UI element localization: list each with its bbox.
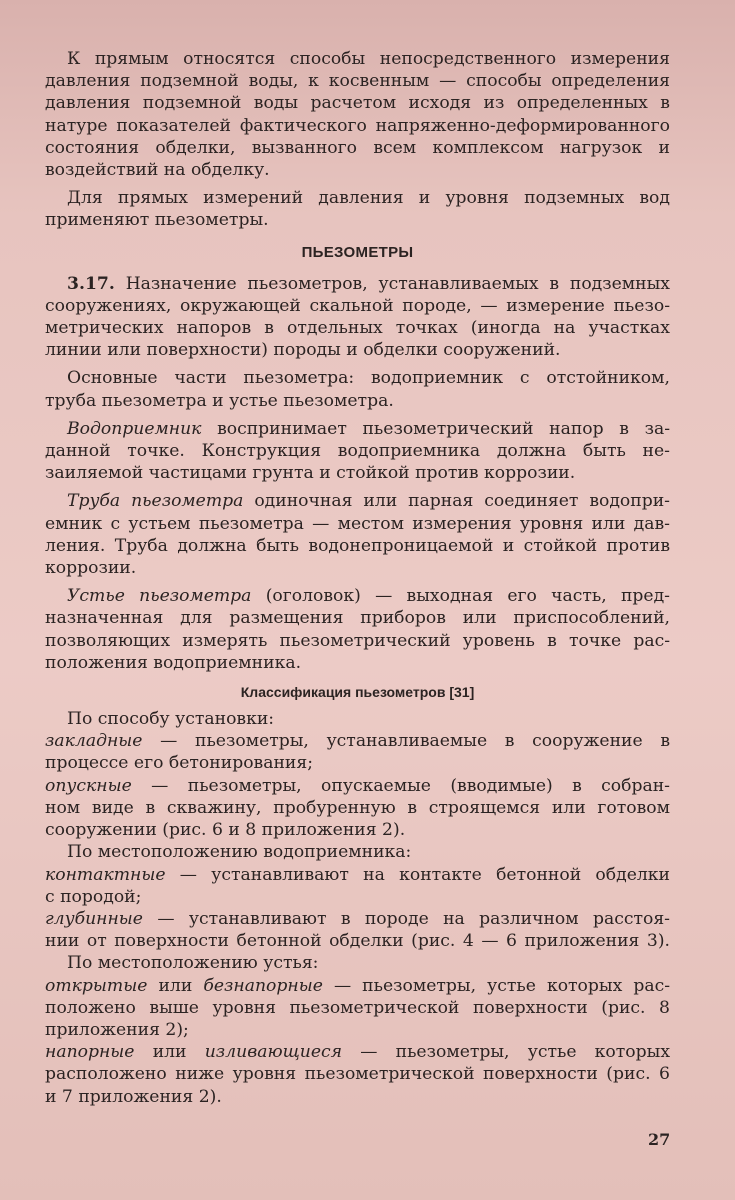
text-line — [45, 273, 670, 295]
text-line — [45, 730, 670, 752]
text-line: назначенная для размещения приборов или приспособлений, — [45, 608, 670, 629]
classification-list — [45, 708, 670, 1108]
text-line: приложения 2); — [45, 1019, 189, 1040]
text-line: линии или поверхности) породы и обделки сооружений. — [45, 340, 561, 361]
line-text: Назначение пьезометров, устанавливаемых в подземных — [125, 273, 671, 294]
line-text: — устанавливают в породе на различном расстоя- — [157, 908, 670, 929]
paragraph-pipe — [45, 490, 670, 579]
term: Устье пьезометра — [67, 586, 252, 607]
text-line: воздействий на обделку. — [45, 160, 270, 181]
text-line: Основные части пьезометра: водоприемник с отстойником, — [67, 368, 670, 389]
text-line — [45, 585, 670, 607]
text-line — [45, 490, 670, 512]
text-line: По местоположению устья: — [67, 953, 319, 974]
paragraph-section-3-17 — [45, 273, 670, 362]
text-line — [45, 1041, 670, 1063]
paragraph-direct — [45, 187, 670, 231]
text-line — [45, 975, 670, 997]
text-line: ления. Труба должна быть водонепроницаемой и стойкой против — [45, 535, 670, 556]
text-line: состояния обделки, вызванного всем комплексом нагрузок и — [45, 137, 670, 158]
line-text: одиночная или парная соединяет водопри- — [254, 491, 670, 512]
section-number: 3.17. — [67, 273, 115, 294]
line-text: — пьезометры, устанавливаемые в сооружение в — [160, 731, 670, 752]
term: Труба пьезометра — [67, 491, 244, 512]
term: безнапорные — [203, 975, 323, 996]
term: открытые — [45, 975, 148, 996]
text-line: процессе его бетонирования; — [45, 753, 314, 774]
text-line — [45, 775, 670, 797]
text-line: сооружениях, окружающей скальной породе, — измерение пьезо- — [45, 295, 670, 316]
text-line: метрических напоров в отдельных точках (иногда на участках — [45, 318, 670, 339]
connector: или — [158, 975, 193, 996]
text-line — [45, 864, 670, 886]
term: напорные — [45, 1042, 135, 1063]
text-line: и 7 приложения 2). — [45, 1086, 222, 1107]
line-text: (оголовок) — выходная его часть, пред- — [265, 586, 670, 607]
text-line: давления подземной воды, к косвенным — способы определения — [45, 71, 670, 92]
text-line: данной точке. Конструкция водоприемника должна быть не- — [45, 441, 670, 462]
text-line: с породой; — [45, 886, 142, 907]
connector: или — [152, 1042, 187, 1063]
text-line: коррозии. — [45, 558, 137, 579]
paragraph-parts — [45, 367, 670, 411]
text-line: емник с устьем пьезометра — местом измерения уровня или дав- — [45, 513, 670, 534]
text-line: К прямым относятся способы непосредственного измерения — [67, 49, 670, 69]
term: Водоприемник — [67, 418, 202, 439]
paragraph-intro — [45, 48, 670, 181]
text-line: давления подземной воды расчетом исходя из определенных в — [45, 93, 670, 114]
text-line: труба пьезометра и устье пьезометра. — [45, 390, 394, 411]
text-line: По местоположению водоприемника: — [67, 842, 412, 863]
text-line: позволяющих измерять пьезометрический уровень в точке рас- — [45, 630, 670, 651]
term: закладные — [45, 731, 143, 752]
term: контактные — [45, 864, 166, 885]
text-line: Для прямых измерений давления и уровня подземных вод — [67, 188, 670, 209]
paragraph-intake — [45, 418, 670, 485]
text-line: ном виде в скважину, пробуренную в строящемся или готовом — [45, 797, 670, 818]
text-line: положения водоприемника. — [45, 652, 302, 673]
line-text: — устанавливают на контакте бетонной обделки — [179, 864, 670, 885]
page-number: 27 — [648, 1130, 671, 1149]
text-line: положено выше уровня пьезометрической поверхности (рис. 8 — [45, 997, 670, 1018]
term: изливающиеся — [204, 1042, 343, 1063]
text-line — [45, 418, 670, 440]
text-line: натуре показателей фактического напряженно-деформированного — [45, 115, 670, 136]
line-text: — пьезометры, устье которых — [360, 1042, 671, 1063]
line-text: — пьезометры, опускаемые (вводимые) в собран- — [151, 775, 670, 796]
text-line: По способу установки: — [67, 709, 275, 730]
text-line — [45, 908, 670, 930]
section-heading: ПЬЕЗОМЕТРЫ — [301, 243, 414, 261]
text-line: применяют пьезометры. — [45, 210, 269, 231]
text-body — [45, 48, 670, 1108]
term: опускные — [45, 775, 132, 796]
text-line: сооружении (рис. 6 и 8 приложения 2). — [45, 820, 406, 841]
text-line: заиляемой частицами грунта и стойкой против коррозии. — [45, 463, 576, 484]
line-text: воспринимает пьезометрический напор в за- — [217, 418, 671, 439]
text-line: расположено ниже уровня пьезометрической поверхности (рис. 6 — [45, 1064, 670, 1085]
term: глубинные — [45, 908, 143, 929]
subheading-classification: Классификация пьезометров [31] — [240, 684, 475, 701]
line-text: — пьезометры, устье которых рас- — [333, 975, 671, 996]
paragraph-mouth — [45, 585, 670, 674]
text-line: нии от поверхности бетонной обделки (рис. 4 — 6 приложения 3). — [45, 931, 670, 952]
